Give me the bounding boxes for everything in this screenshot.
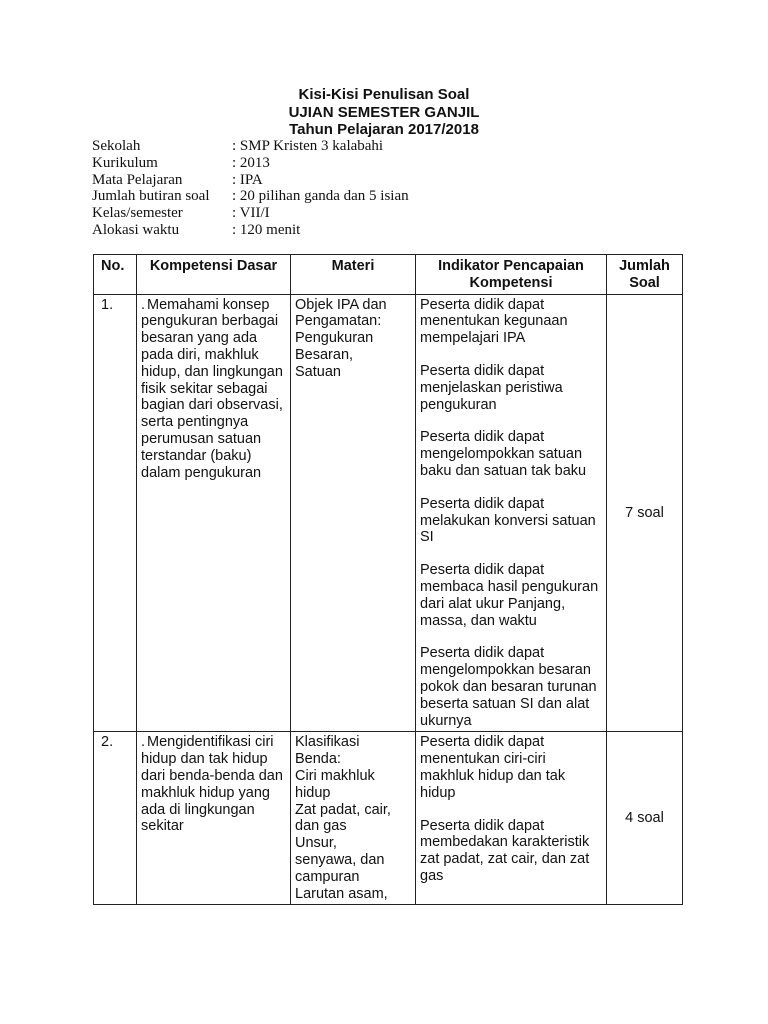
list-marker: .	[141, 296, 146, 313]
row-number: 2.	[94, 732, 137, 905]
materi-line: Pengamatan:	[295, 313, 382, 330]
meta-row-alokasi: Alokasi waktu : 120 menit	[92, 221, 301, 238]
document-title	[0, 86, 768, 139]
indikator-item: Peserta didik dapat menentukan ciri-ciri makhluk hidup dan tak hidup	[420, 734, 566, 801]
header-materi: Materi	[291, 255, 416, 295]
materi-line: Pengukuran	[295, 330, 374, 347]
materi-line: campuran	[295, 868, 360, 885]
jumlah-soal-cell: 7 soal	[607, 294, 683, 732]
header-jumlah-soal: Jumlah Soal	[607, 255, 683, 295]
indikator-item: Peserta didik dapat melakukan konversi satuan SI	[420, 495, 596, 546]
kd-text: Mengidentifikasi ciri hidup dan tak hidup dari benda-benda dan makhluk hidup yang ada di lingkungan sekitar	[141, 734, 283, 835]
materi-line: Larutan asam,	[295, 885, 388, 902]
materi-line: Ciri makhluk	[295, 767, 375, 784]
title-line-1: Kisi-Kisi Penulisan Soal	[298, 86, 470, 103]
header-no: No.	[94, 255, 137, 295]
kd-text: Memahami konsep pengukuran berbagai besaran yang ada pada diri, makhluk hidup, dan lingkungan fisik sekitar sebagai bagian dari observasi, serta pentingnya perumusan satuan terstandar (baku) dalam pengukuran	[141, 296, 283, 481]
indikator-cell	[416, 732, 607, 905]
kd-cell	[137, 294, 291, 732]
kisi-kisi-table	[93, 254, 683, 905]
meta-row-kelas: Kelas/semester : VII/I	[92, 205, 270, 222]
materi-line: Klasifikasi	[295, 734, 360, 751]
header-indikator: Indikator Pencapaian Kompetensi	[416, 255, 607, 295]
materi-cell	[291, 294, 416, 732]
materi-line: Besaran,	[295, 346, 354, 363]
meta-row-kurikulum: Kurikulum : 2013	[92, 154, 270, 171]
document-metadata	[92, 138, 409, 239]
materi-line: Zat padat, cair,	[295, 801, 391, 818]
kd-cell	[137, 732, 291, 905]
materi-cell	[291, 732, 416, 905]
table-row	[94, 294, 683, 732]
indikator-item: Peserta didik dapat menjelaskan peristiwa pengukuran	[420, 362, 563, 413]
materi-line: hidup	[295, 784, 331, 801]
indikator-item: Peserta didik dapat mengelompokkan satuan baku dan satuan tak baku	[420, 429, 587, 479]
indikator-item: Peserta didik dapat membaca hasil pengukuran dari alat ukur Panjang, massa, dan waktu	[420, 562, 599, 629]
row-number: 1.	[94, 294, 137, 732]
materi-line: Benda:	[295, 751, 341, 768]
materi-line: Unsur,	[295, 835, 337, 852]
meta-row-jumlah-soal: Jumlah butiran soal : 20 pilihan ganda dan 5 isian	[92, 188, 409, 205]
indikator-cell	[416, 294, 607, 732]
table-header-row	[94, 255, 683, 295]
materi-line: senyawa, dan	[295, 851, 385, 868]
title-line-3: Tahun Pelajaran 2017/2018	[289, 121, 479, 138]
list-marker: .	[141, 734, 146, 751]
title-line-2: UJIAN SEMESTER GANJIL	[288, 103, 480, 121]
materi-line: Objek IPA dan	[295, 296, 387, 313]
table-row	[94, 732, 683, 905]
header-kompetensi-dasar: Kompetensi Dasar	[137, 255, 291, 295]
meta-row-mata-pelajaran: Mata Pelajaran : IPA	[92, 171, 263, 188]
indikator-item: Peserta didik dapat membedakan karakteristik zat padat, zat cair, dan zat gas	[420, 817, 590, 884]
meta-row-sekolah: Sekolah : SMP Kristen 3 kalabahi	[92, 138, 384, 154]
materi-line: Satuan	[295, 363, 341, 380]
indikator-item: Peserta didik dapat mengelompokkan besaran pokok dan besaran turunan beserta satuan SI dan alat ukurnya	[420, 645, 597, 729]
materi-line: dan gas	[295, 818, 347, 835]
jumlah-soal-cell: 4 soal	[607, 732, 683, 905]
indikator-item: Peserta didik dapat menentukan kegunaan mempelajari IPA	[420, 296, 568, 347]
